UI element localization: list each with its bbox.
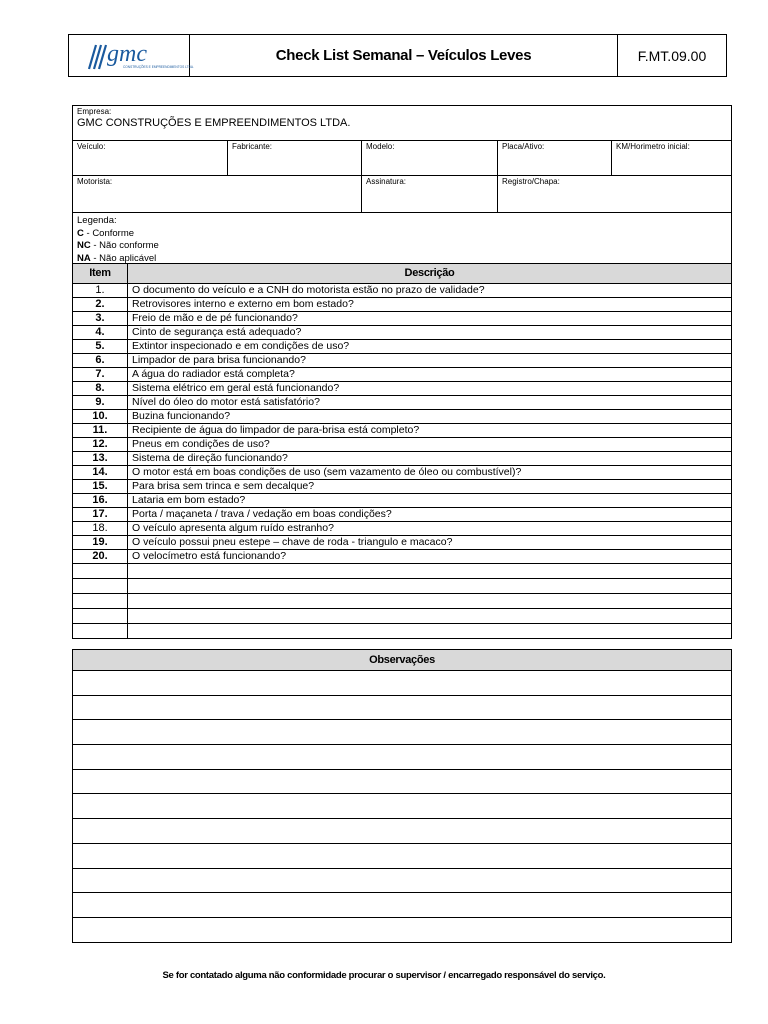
- item-number: 16.: [73, 494, 128, 508]
- document-header: [68, 34, 727, 77]
- fabricante-label: Fabricante:: [232, 142, 273, 151]
- assinatura-field[interactable]: [362, 176, 498, 212]
- observation-line[interactable]: [73, 695, 732, 720]
- legend-title: Legenda:: [77, 215, 117, 226]
- table-row: [73, 410, 732, 424]
- item-description: Nível do óleo do motor está satisfatório?: [128, 396, 732, 410]
- observations-body: [73, 671, 732, 943]
- empresa-value: GMC CONSTRUÇÕES E EMPREENDIMENTOS LTDA.: [77, 117, 351, 129]
- blank-desc-cell[interactable]: [128, 579, 732, 594]
- item-description: O velocímetro está funcionando?: [128, 550, 732, 564]
- item-number: 18.: [73, 522, 128, 536]
- table-row: [73, 326, 732, 340]
- item-description: Recipiente de água do limpador de para-brisa está completo?: [128, 424, 732, 438]
- observation-line[interactable]: [73, 794, 732, 819]
- veiculo-field[interactable]: [73, 141, 228, 175]
- gmc-logo-icon: [79, 39, 194, 73]
- table-row: [73, 480, 732, 494]
- item-number: 15.: [73, 480, 128, 494]
- footer-note: Se for contatado alguma não conformidade procurar o supervisor / encarregado responsável do serviço.: [162, 970, 606, 981]
- page-title: Check List Semanal – Veículos Leves: [190, 35, 618, 76]
- item-number: 8.: [73, 382, 128, 396]
- item-number: 17.: [73, 508, 128, 522]
- legend-nc: NC - Não conforme: [77, 240, 159, 251]
- table-row: [73, 368, 732, 382]
- item-number: 19.: [73, 536, 128, 550]
- col-header-desc: Descrição: [128, 264, 732, 284]
- item-number: 5.: [73, 340, 128, 354]
- table-row: [73, 396, 732, 410]
- blank-item-cell[interactable]: [73, 624, 128, 639]
- observation-line[interactable]: [73, 671, 732, 696]
- observation-line[interactable]: [73, 893, 732, 918]
- km-field[interactable]: [612, 141, 731, 175]
- observation-cell[interactable]: [73, 769, 732, 794]
- observation-line[interactable]: [73, 917, 732, 942]
- item-description: Sistema de direção funcionando?: [128, 452, 732, 466]
- blank-desc-cell[interactable]: [128, 624, 732, 639]
- veiculo-label: Veículo:: [77, 142, 106, 151]
- item-description: Retrovisores interno e externo em bom estado?: [128, 298, 732, 312]
- table-row: [73, 284, 732, 298]
- empresa-label: Empresa:: [77, 107, 112, 116]
- table-row: [73, 340, 732, 354]
- observation-cell[interactable]: [73, 745, 732, 770]
- vehicle-row: [73, 141, 731, 176]
- col-header-item: Item: [73, 264, 128, 284]
- item-number: 3.: [73, 312, 128, 326]
- placa-field[interactable]: [498, 141, 612, 175]
- observation-line[interactable]: [73, 868, 732, 893]
- observations-table: [72, 649, 732, 943]
- logo-subtext: CONSTRUÇÕES E EMPREENDIMENTOS LTDA.: [123, 64, 194, 69]
- info-box: [72, 105, 732, 264]
- item-number: 4.: [73, 326, 128, 340]
- item-description: A água do radiador está completa?: [128, 368, 732, 382]
- modelo-label: Modelo:: [366, 142, 395, 151]
- item-description: O veículo apresenta algum ruído estranho?: [128, 522, 732, 536]
- observation-cell[interactable]: [73, 671, 732, 696]
- table-row: [73, 508, 732, 522]
- observation-line[interactable]: [73, 819, 732, 844]
- item-description: O veículo possui pneu estepe – chave de roda - triangulo e macaco?: [128, 536, 732, 550]
- item-number: 7.: [73, 368, 128, 382]
- observation-line[interactable]: [73, 720, 732, 745]
- checklist-table: [72, 263, 732, 639]
- table-row: [73, 438, 732, 452]
- table-row: [73, 550, 732, 564]
- item-description: Extintor inspecionado e em condições de uso?: [128, 340, 732, 354]
- observation-cell[interactable]: [73, 843, 732, 868]
- item-number: 6.: [73, 354, 128, 368]
- observation-cell[interactable]: [73, 819, 732, 844]
- observations-title: Observações: [73, 650, 732, 671]
- observation-cell[interactable]: [73, 868, 732, 893]
- table-row: [73, 312, 732, 326]
- table-header-row: [73, 264, 732, 284]
- observation-cell[interactable]: [73, 794, 732, 819]
- item-description: Para brisa sem trinca e sem decalque?: [128, 480, 732, 494]
- placa-label: Placa/Ativo:: [502, 142, 545, 151]
- fabricante-field[interactable]: [228, 141, 362, 175]
- blank-item-cell[interactable]: [73, 609, 128, 624]
- blank-row[interactable]: [73, 624, 732, 639]
- blank-item-cell[interactable]: [73, 579, 128, 594]
- legend: [73, 213, 731, 263]
- observation-line[interactable]: [73, 769, 732, 794]
- item-number: 20.: [73, 550, 128, 564]
- blank-row[interactable]: [73, 564, 732, 579]
- driver-row: [73, 176, 731, 213]
- observation-cell[interactable]: [73, 917, 732, 942]
- item-description: O motor está em boas condições de uso (sem vazamento de óleo ou combustível)?: [128, 466, 732, 480]
- table-row: [73, 466, 732, 480]
- table-row: [73, 494, 732, 508]
- observation-line[interactable]: [73, 745, 732, 770]
- blank-row[interactable]: [73, 594, 732, 609]
- table-row: [73, 536, 732, 550]
- empresa-cell: [73, 106, 731, 140]
- blank-row[interactable]: [73, 609, 732, 624]
- table-row: [73, 354, 732, 368]
- item-description: Porta / maçaneta / trava / vedação em boas condições?: [128, 508, 732, 522]
- checklist-body: [73, 284, 732, 639]
- observations-header-row: [73, 650, 732, 671]
- observation-cell[interactable]: [73, 720, 732, 745]
- observation-cell[interactable]: [73, 695, 732, 720]
- blank-item-cell[interactable]: [73, 594, 128, 609]
- modelo-field[interactable]: [362, 141, 498, 175]
- observation-line[interactable]: [73, 843, 732, 868]
- motorista-label: Motorista:: [77, 177, 113, 186]
- item-number: 9.: [73, 396, 128, 410]
- item-number: 14.: [73, 466, 128, 480]
- item-description: Limpador de para brisa funcionando?: [128, 354, 732, 368]
- observation-cell[interactable]: [73, 893, 732, 918]
- legend-na: NA - Não aplicável: [77, 252, 157, 264]
- company-logo: [69, 35, 194, 76]
- registro-field[interactable]: [498, 176, 731, 212]
- item-number: 11.: [73, 424, 128, 438]
- empresa-row: [73, 106, 731, 141]
- item-description: Pneus em condições de uso?: [128, 438, 732, 452]
- legend-c: C - Conforme: [77, 227, 135, 239]
- table-row: [73, 382, 732, 396]
- blank-item-cell[interactable]: [73, 564, 128, 579]
- item-description: Buzina funcionando?: [128, 410, 732, 424]
- blank-desc-cell[interactable]: [128, 609, 732, 624]
- table-row: [73, 452, 732, 466]
- table-row: [73, 298, 732, 312]
- logo-text: gmc: [107, 40, 147, 67]
- form-code: F.MT.09.00: [637, 47, 707, 64]
- item-description: O documento do veículo e a CNH do motorista estão no prazo de validade?: [128, 284, 732, 298]
- blank-row[interactable]: [73, 579, 732, 594]
- item-description: Lataria em bom estado?: [128, 494, 732, 508]
- item-number: 13.: [73, 452, 128, 466]
- km-label: KM/Horimetro inicial:: [616, 142, 690, 151]
- table-row: [73, 424, 732, 438]
- item-description: Freio de mão e de pé funcionando?: [128, 312, 732, 326]
- item-number: 12.: [73, 438, 128, 452]
- item-number: 10.: [73, 410, 128, 424]
- registro-label: Registro/Chapa:: [502, 177, 560, 186]
- item-number: 2.: [73, 298, 128, 312]
- table-row: [73, 522, 732, 536]
- item-number: 1.: [73, 284, 128, 298]
- assinatura-label: Assinatura:: [366, 177, 407, 186]
- item-description: Sistema elétrico em geral está funcionando?: [128, 382, 732, 396]
- blank-desc-cell[interactable]: [128, 594, 732, 609]
- blank-desc-cell[interactable]: [128, 564, 732, 579]
- motorista-field[interactable]: [73, 176, 362, 212]
- item-description: Cinto de segurança está adequado?: [128, 326, 732, 340]
